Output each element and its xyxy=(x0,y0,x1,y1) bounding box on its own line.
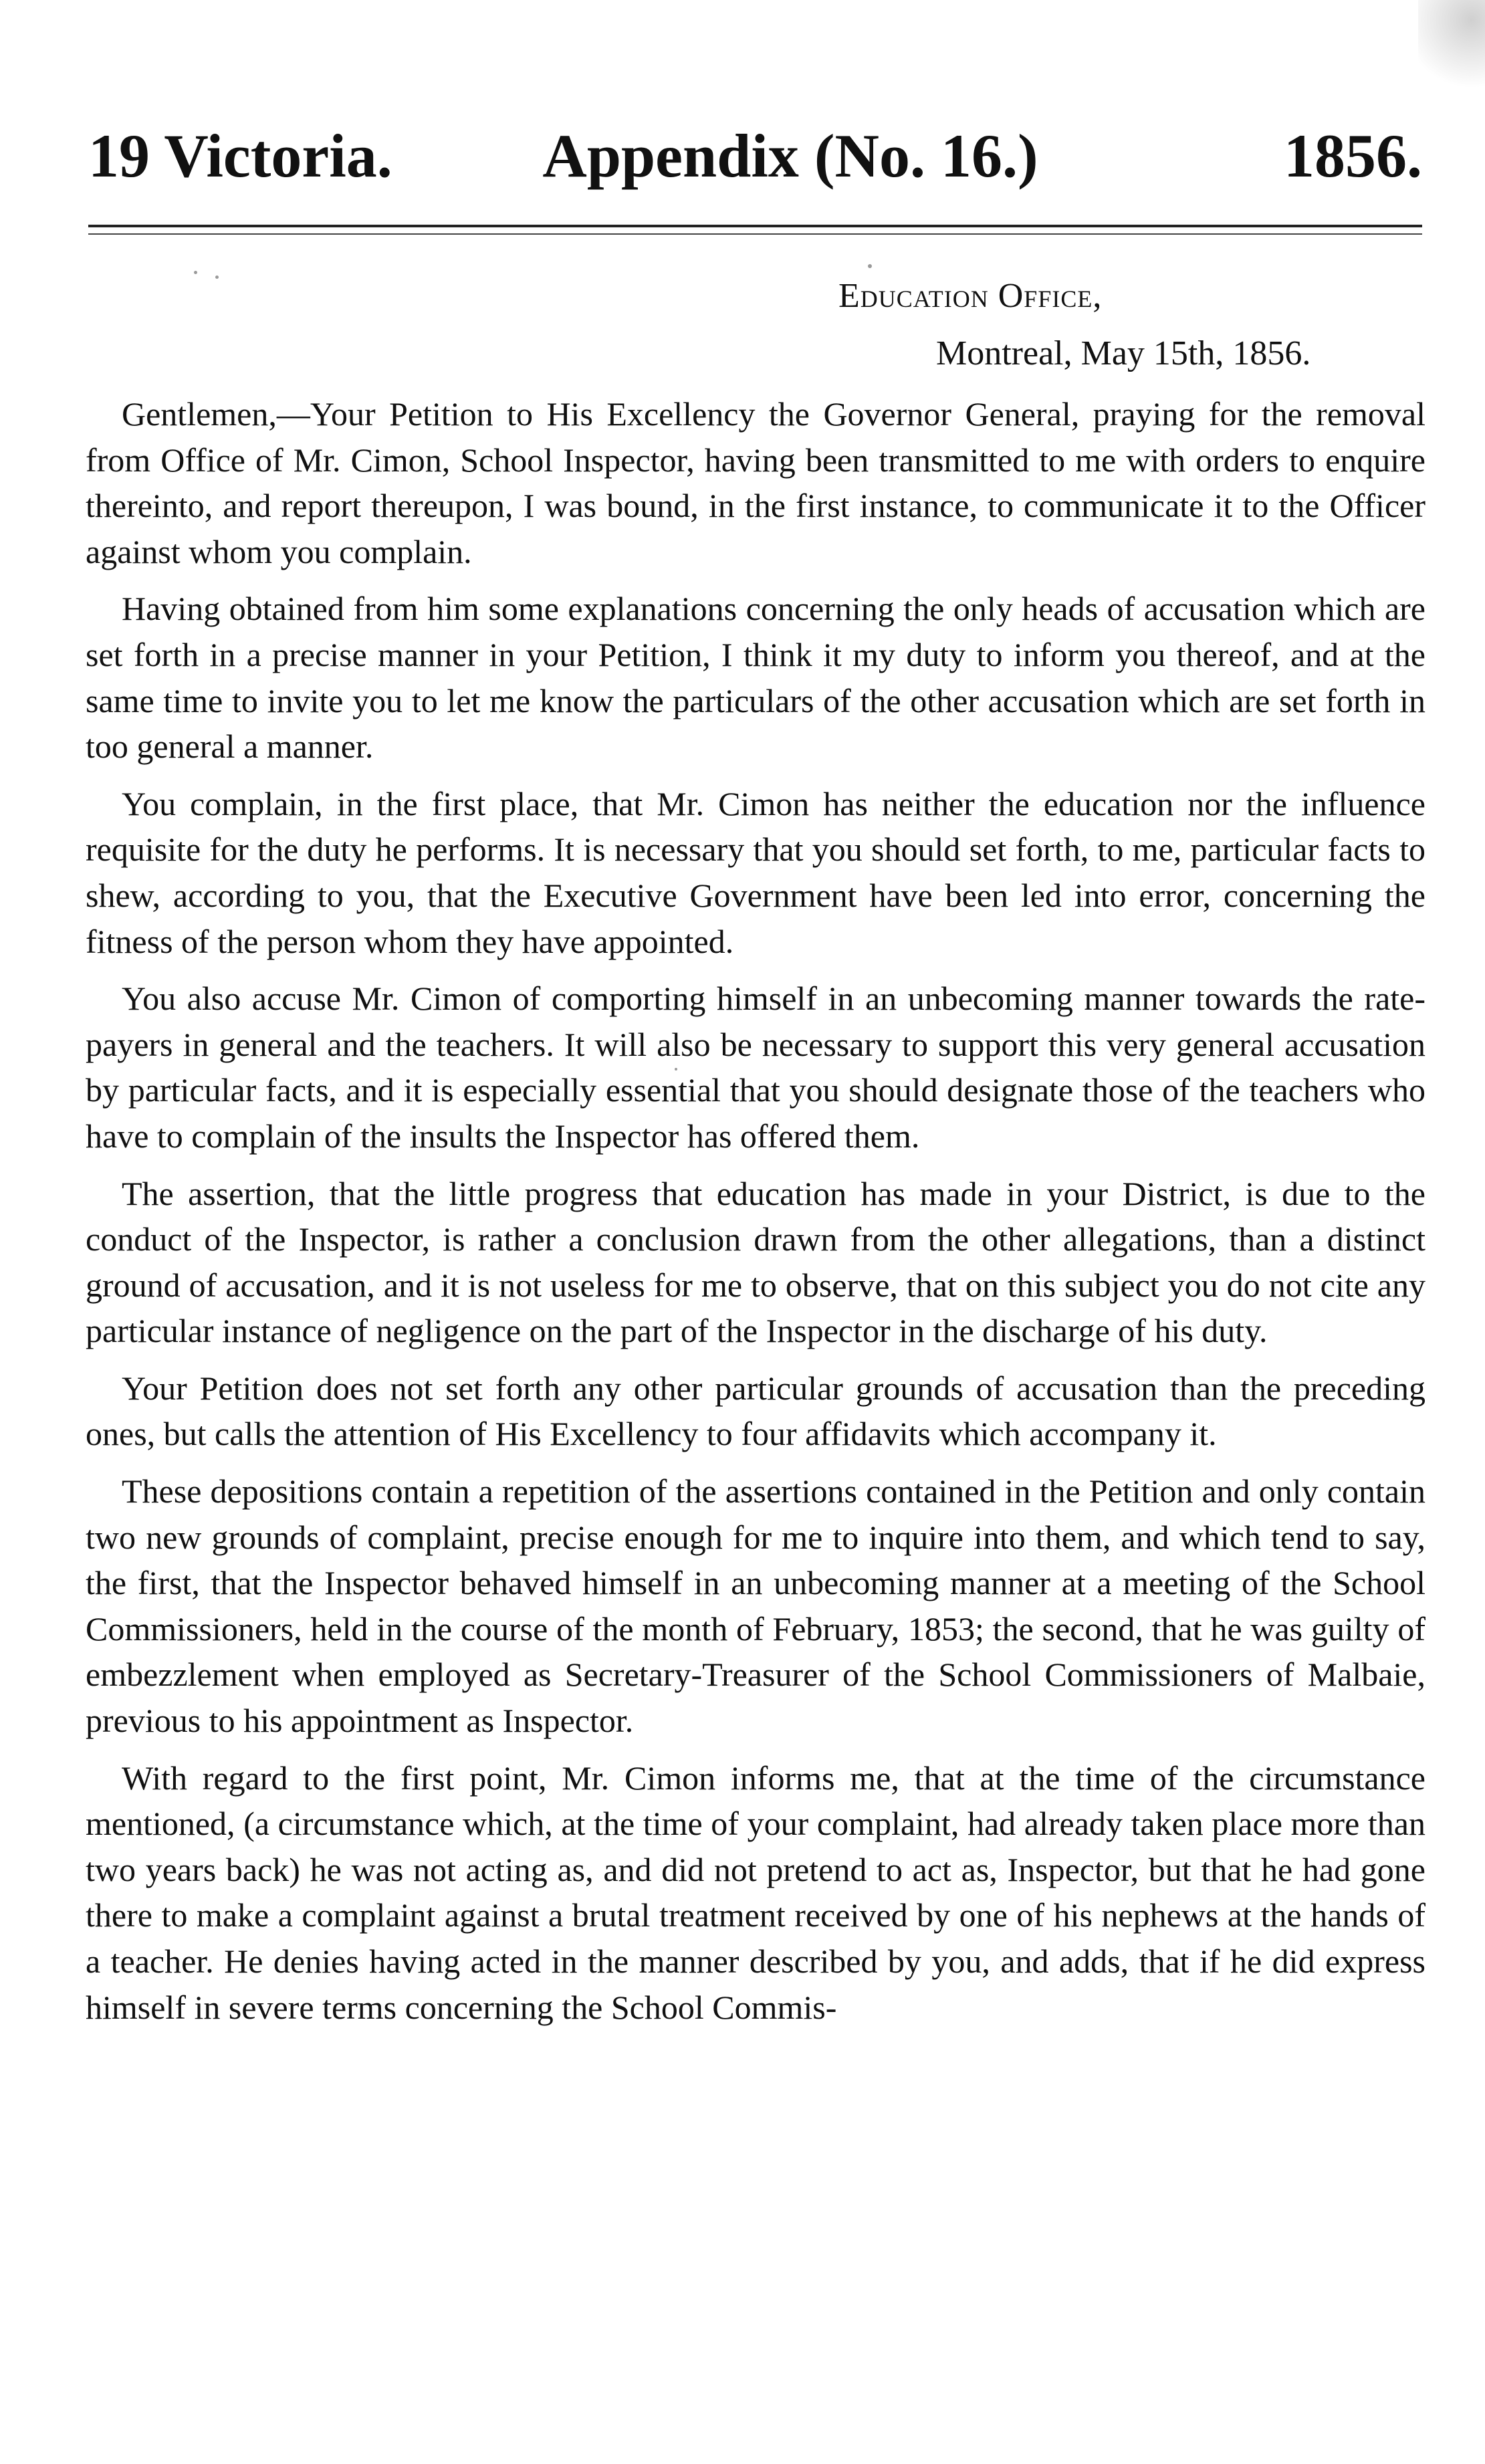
paragraph: The assertion, that the little progress that education has made in your District, is due to the conduct of the Inspector, is rather a conclusion drawn from the other allegations, than a distinct ground of accusation, and it is not useless for me to observe, that on this subject you do not cite any particular instance of negligence on the part of the Inspector in the discharge of his duty. xyxy=(86,1174,1425,1350)
header-rule-thin xyxy=(88,233,1422,235)
paragraph: Your Petition does not set forth any other particular grounds of accusation than the preceding ones, but calls the attention of His Excellency to four affidavits which accompany it. xyxy=(86,1369,1425,1453)
paragraph: These depositions contain a repetition of the assertions contained in the Petition and only contain two new grounds of complaint, precise enough for me to inquire into them, and which tend to say, the first, that the Inspector behaved himself in an unbecoming manner at a meeting of the School Commissioners, held in the course of the month of February, 1853; the second, that he was guilty of embezzlement when employed as Secretary-Treasurer of the School Commissioners of Malbaie, previous to his appointment as Inspector. xyxy=(86,1472,1425,1740)
letter-body xyxy=(86,391,1425,2041)
office-name: Education Office, xyxy=(838,277,1103,315)
page-header xyxy=(88,112,1422,199)
paragraph: With regard to the first point, Mr. Cimon informs me, that at the time of the circumstance mentioned, (a circumstance which, at the time of your complaint, had already taken place more than two years back) he was not acting as, and did not pretend to act as, Inspector, but that he had gone there to make a complaint against a brutal treatment received by one of his nephews at the hands of a teacher. He denies having acted in the manner described by you, and adds, that if he did express himself in severe terms concerning the School Commis- xyxy=(86,1759,1425,2026)
paragraph: You also accuse Mr. Cimon of comporting himself in an unbecoming manner towards the rate-payers in general and the teachers. It will also be necessary to support this very general accusation by particular facts, and it is especially essential that you should designate those of the teachers who have to complain of the insults the Inspector has offered them. xyxy=(86,980,1425,1155)
paragraph: Gentlemen,—Your Petition to His Excellency the Governor General, praying for the removal from Office of Mr. Cimon, School Inspector, having been transmitted to me with orders to enquire thereinto, and report thereupon, I was bound, in the first instance, to communicate it to the Officer against whom you complain. xyxy=(86,395,1425,570)
scan-speck xyxy=(194,271,197,274)
letter-dateline xyxy=(669,267,1422,382)
header-rule-thick xyxy=(88,225,1422,227)
header-year: 1856. xyxy=(1284,122,1422,190)
scan-speck xyxy=(215,275,219,279)
paragraph: Having obtained from him some explanations concerning the only heads of accusation which are set forth in a precise manner in your Petition, I think it my duty to inform you thereof, and at the same time to invite you to let me know the particulars of the other accusation which are set forth in too general a manner. xyxy=(86,590,1425,766)
header-appendix: Appendix (No. 16.) xyxy=(542,122,1038,190)
scan-corner-noise xyxy=(1418,0,1485,100)
header-session: 19 Victoria. xyxy=(88,122,392,190)
place-date: Montreal, May 15th, 1856. xyxy=(936,334,1311,372)
paragraph: You complain, in the first place, that Mr. Cimon has neither the education nor the influence requisite for the duty he performs. It is necessary that you should set forth, to me, particular facts to shew, according to you, that the Executive Government have been led into error, concerning the fitness of the person whom they have appointed. xyxy=(86,784,1425,960)
